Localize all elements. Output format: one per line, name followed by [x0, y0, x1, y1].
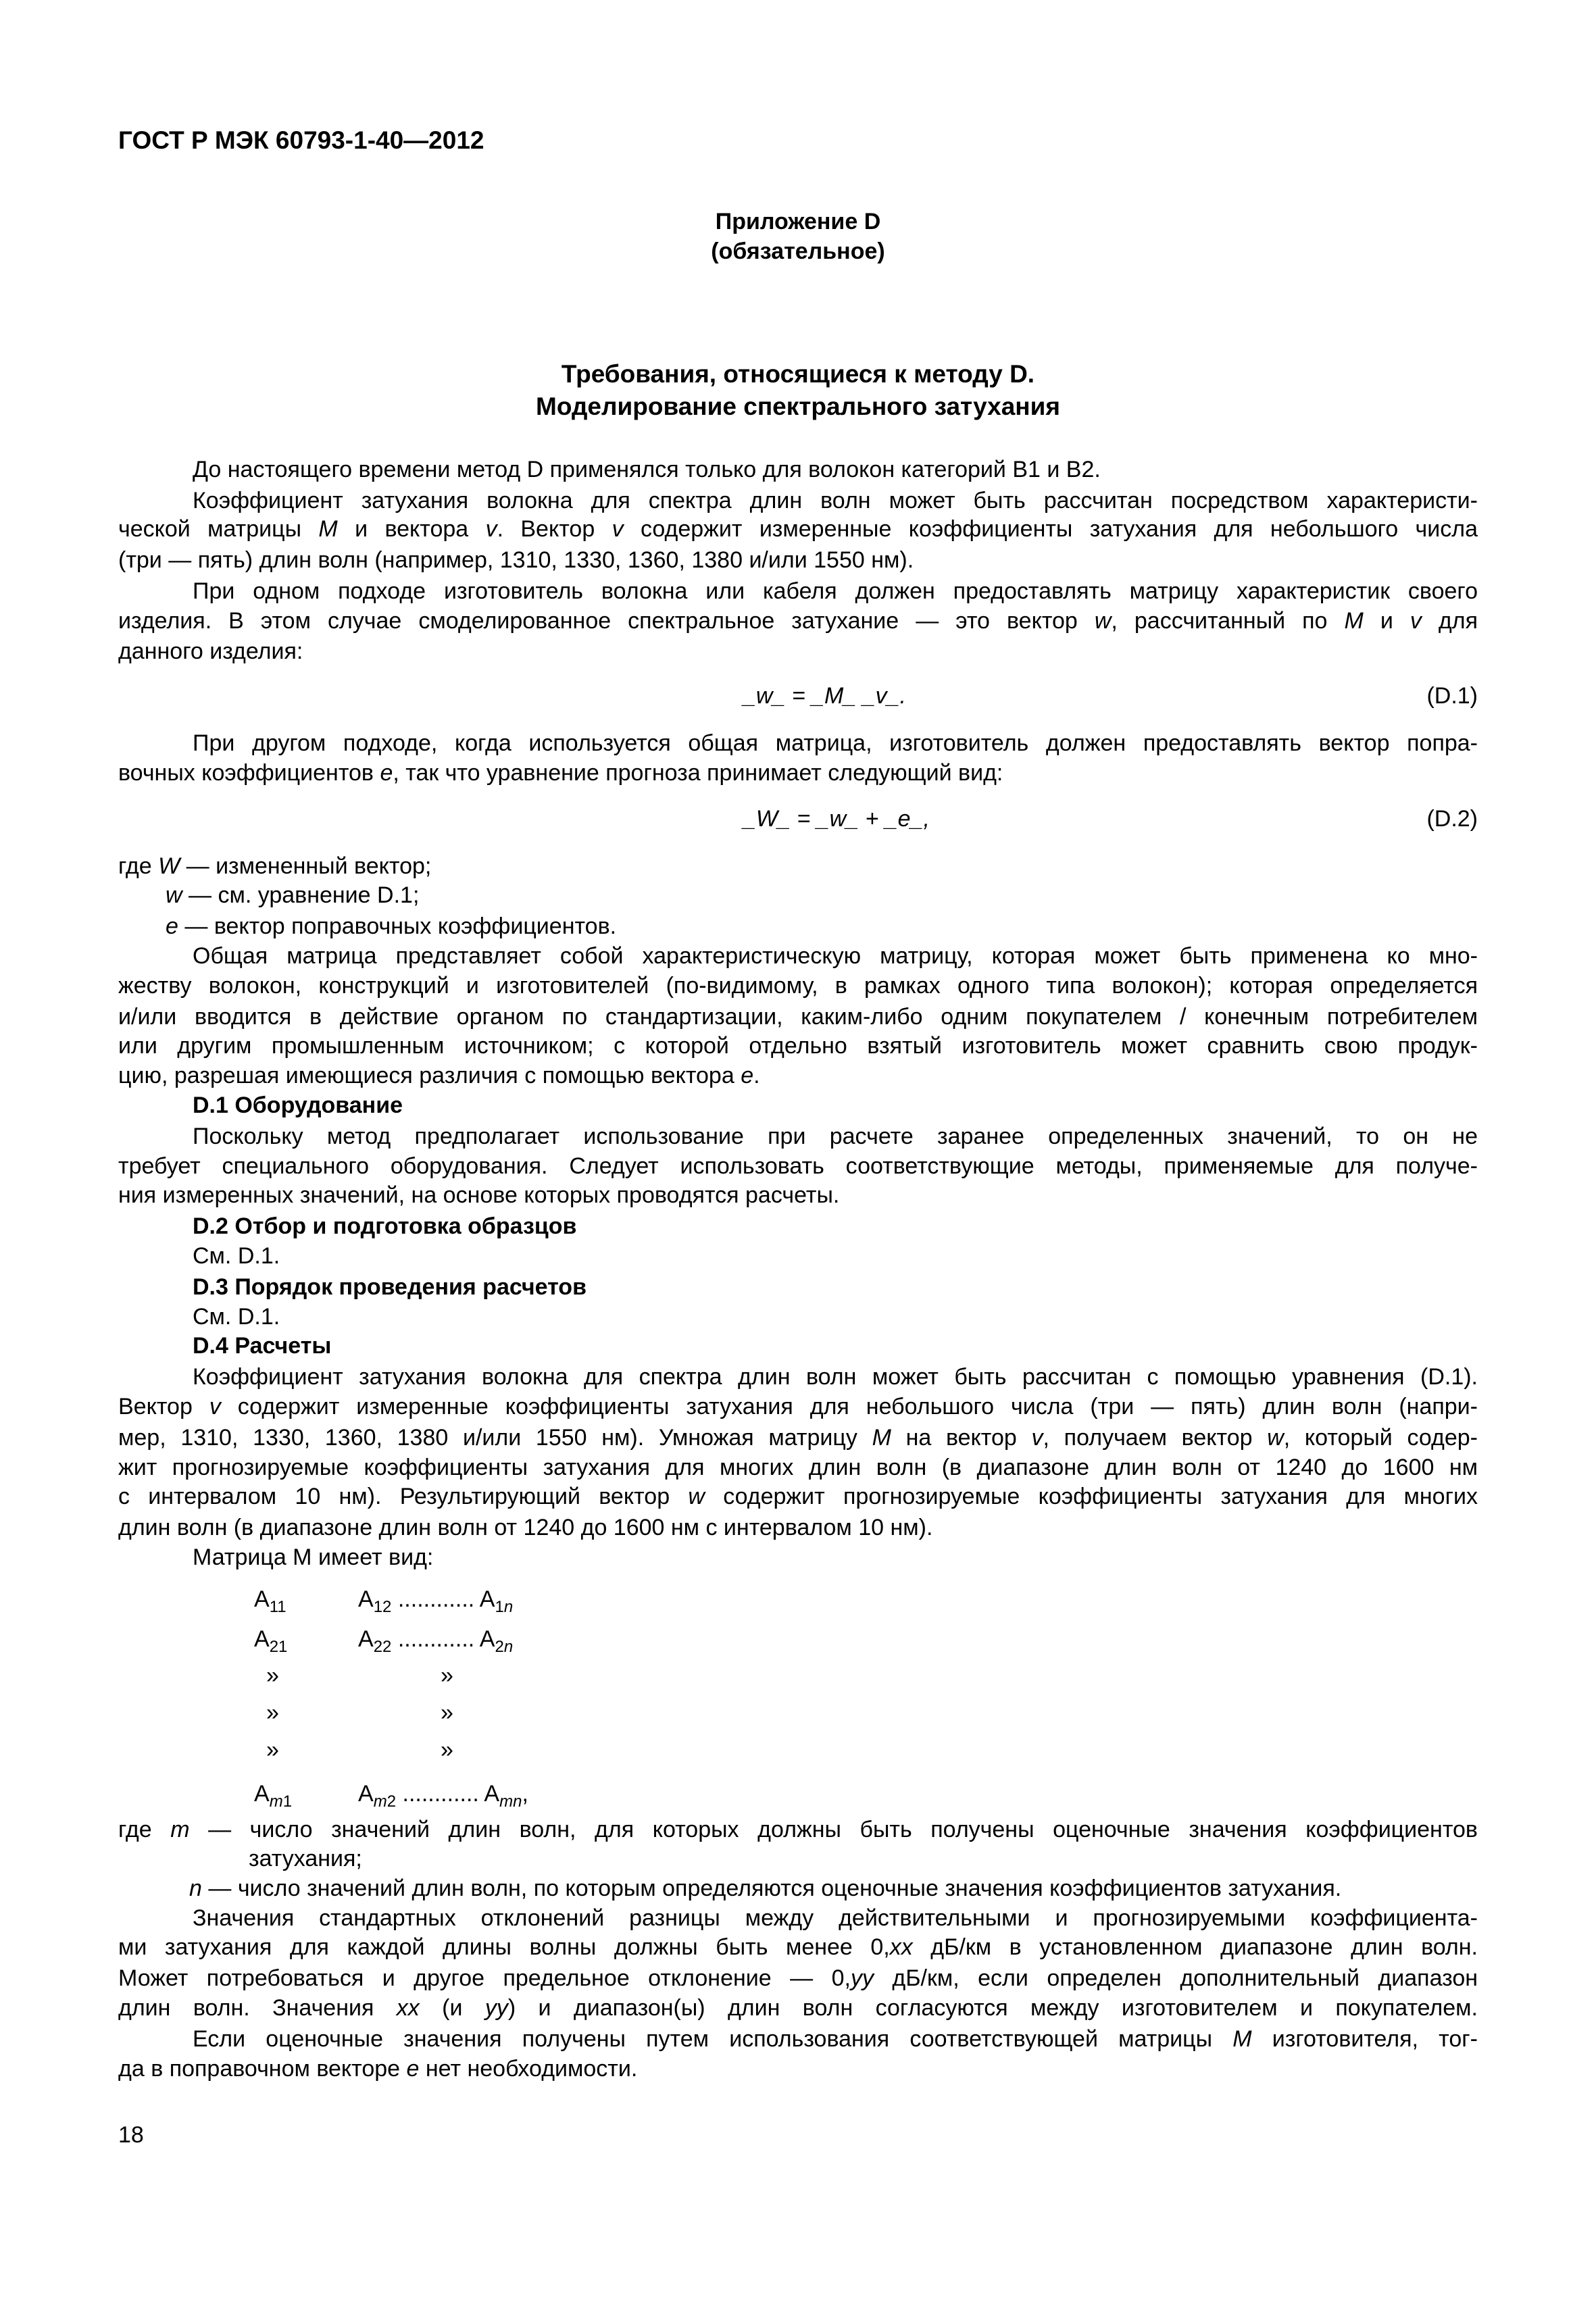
- text-line: жеству волокон, конструкций и изготовителей (по-видимому, в рамках одного типа волокон); которая определяется: [118, 973, 1478, 999]
- equation-formula: _W_ = _w_ + _e_,: [743, 806, 930, 832]
- text-line: и/или вводится в действие органом по стандартизации, каким-либо одним покупателем / конечным потребителем: [118, 1004, 1478, 1030]
- text-line: вочных коэффициентов e, так что уравнение прогноза принимает следующий вид:: [118, 760, 1003, 786]
- text-line: мер, 1310, 1330, 1360, 1380 и/или 1550 нм). Умножая матрицу M на вектор v, получаем вектор w, который содер-: [118, 1425, 1478, 1451]
- text-line: См. D.1.: [193, 1243, 280, 1269]
- matrix-cell: $A_{12}$ ............ $A_{1n}$: [358, 1586, 514, 1616]
- matrix-cell: »: [266, 1737, 279, 1763]
- text-line: Если оценочные значения получены путем использования соответствующей матрицы M изготовителя, тог-: [193, 2026, 1478, 2052]
- text-line: Коэффициент затухания волокна для спектра длин волн может быть рассчитан с помощью уравнения (D.1).: [193, 1364, 1478, 1390]
- text-line: e — вектор поправочных коэффициентов.: [166, 913, 617, 939]
- section-heading-line-2: Моделирование спектрального затухания: [536, 393, 1060, 420]
- matrix-cell: »: [441, 1663, 453, 1688]
- text-line: Вектор v содержит измеренные коэффициенты затухания для небольшого числа (три — пять) длин волн (напри-: [118, 1394, 1478, 1419]
- text-line: До настоящего времени метод D применялся только для волокон категорий B1 и B2.: [193, 457, 1101, 482]
- annex-title: Приложение D: [715, 209, 881, 234]
- text-line: Может потребоваться и другое предельное отклонение — 0,yy дБ/км, если определен дополнительный диапазон: [118, 1965, 1478, 1991]
- text-line: затухания;: [249, 1846, 362, 1871]
- text-line: ния измеренных значений, на основе которых проводятся расчеты.: [118, 1182, 840, 1208]
- matrix-cell: $A_{m2}$ ............ $A_{mn}$,: [358, 1781, 528, 1811]
- text-line: или другим промышленным источником; с которой отдельно взятый изготовитель может сравнить свою продук-: [118, 1033, 1478, 1059]
- matrix-cell: »: [266, 1663, 279, 1688]
- subsection-heading: D.4 Расчеты: [193, 1333, 332, 1359]
- document-header: ГОСТ Р МЭК 60793-1-40—2012: [118, 126, 484, 154]
- text-line: с интервалом 10 нм). Результирующий вектор w содержит прогнозируемые коэффициенты затухания для многих: [118, 1484, 1478, 1509]
- text-line: (три — пять) длин волн (например, 1310, 1330, 1360, 1380 и/или 1550 нм).: [118, 547, 914, 573]
- text-line: данного изделия:: [118, 638, 303, 664]
- text-line: ческой матрицы M и вектора v. Вектор v содержит измеренные коэффициенты затухания для небольшого числа: [118, 516, 1478, 542]
- text-line: где m — число значений длин волн, для которых должны быть получены оценочные значения коэффициентов: [118, 1817, 1478, 1842]
- subsection-heading: D.2 Отбор и подготовка образцов: [193, 1213, 577, 1239]
- subsection-heading: D.1 Оборудование: [193, 1092, 403, 1118]
- text-line: При другом подходе, когда используется общая матрица, изготовитель должен предоставлять вектор попра-: [193, 730, 1478, 756]
- page-number: 18: [118, 2122, 144, 2148]
- section-heading-line-1: Требования, относящиеся к методу D.: [561, 360, 1035, 388]
- text-line: Поскольку метод предполагает использование при расчете заранее определенных значений, то он не: [193, 1124, 1478, 1149]
- matrix-cell: »: [441, 1737, 453, 1763]
- text-line: изделия. В этом случае смоделированное спектральное затухание — это вектор w, рассчитанный по M и v для: [118, 608, 1478, 634]
- matrix-cell: $A_{22}$ ............ $A_{2n}$: [358, 1626, 514, 1656]
- text-line: n — число значений длин волн, по которым определяются оценочные значения коэффициентов затухания.: [189, 1876, 1342, 1901]
- matrix-cell: »: [266, 1700, 279, 1726]
- text-line: См. D.1.: [193, 1304, 280, 1330]
- text-line: требует специального оборудования. Следует использовать соответствующие методы, применяемые для получе-: [118, 1153, 1478, 1179]
- subsection-heading: D.3 Порядок проведения расчетов: [193, 1274, 587, 1300]
- text-line: длин волн (в диапазоне длин волн от 1240 до 1600 нм с интервалом 10 нм).: [118, 1515, 933, 1540]
- matrix-cell: $A_{21}$: [254, 1626, 288, 1656]
- equation-label: (D.2): [1426, 806, 1478, 832]
- equation-formula: _w_ = _M_ _v_.: [743, 683, 906, 709]
- text-line: жит прогнозируемые коэффициенты затухания для многих длин волн (в диапазоне длин волн от 1240 до 1600 нм: [118, 1455, 1478, 1480]
- matrix-cell: »: [441, 1700, 453, 1726]
- text-line: Общая матрица представляет собой характеристическую матрицу, которая может быть применена ко мно-: [193, 943, 1478, 969]
- text-line: При одном подходе изготовитель волокна или кабеля должен предоставлять матрицу характеристик своего: [193, 578, 1478, 604]
- text-line: ми затухания для каждой длины волны должны быть менее 0,xx дБ/км в установленном диапазоне длин волн.: [118, 1934, 1478, 1960]
- matrix-cell: $A_{m1}$: [254, 1781, 293, 1811]
- text-line: да в поправочном векторе e нет необходимости.: [118, 2056, 638, 2082]
- text-line: длин волн. Значения xx (и yy) и диапазон(ы) длин волн согласуются между изготовителем и покупателем.: [118, 1995, 1478, 2021]
- text-line: где W — измененный вектор;: [118, 853, 432, 879]
- text-line: Значения стандартных отклонений разницы между действительными и прогнозируемыми коэффициента-: [193, 1905, 1478, 1931]
- matrix-cell: $A_{11}$: [254, 1586, 286, 1616]
- text-line: w — см. уравнение D.1;: [166, 882, 420, 908]
- text-line: Коэффициент затухания волокна для спектра длин волн может быть рассчитан посредством характеристи-: [193, 488, 1478, 513]
- text-line: Матрица M имеет вид:: [193, 1544, 434, 1570]
- annex-status: (обязательное): [711, 238, 885, 264]
- text-line: цию, разрешая имеющиеся различия с помощью вектора e.: [118, 1063, 760, 1088]
- equation-label: (D.1): [1426, 683, 1478, 709]
